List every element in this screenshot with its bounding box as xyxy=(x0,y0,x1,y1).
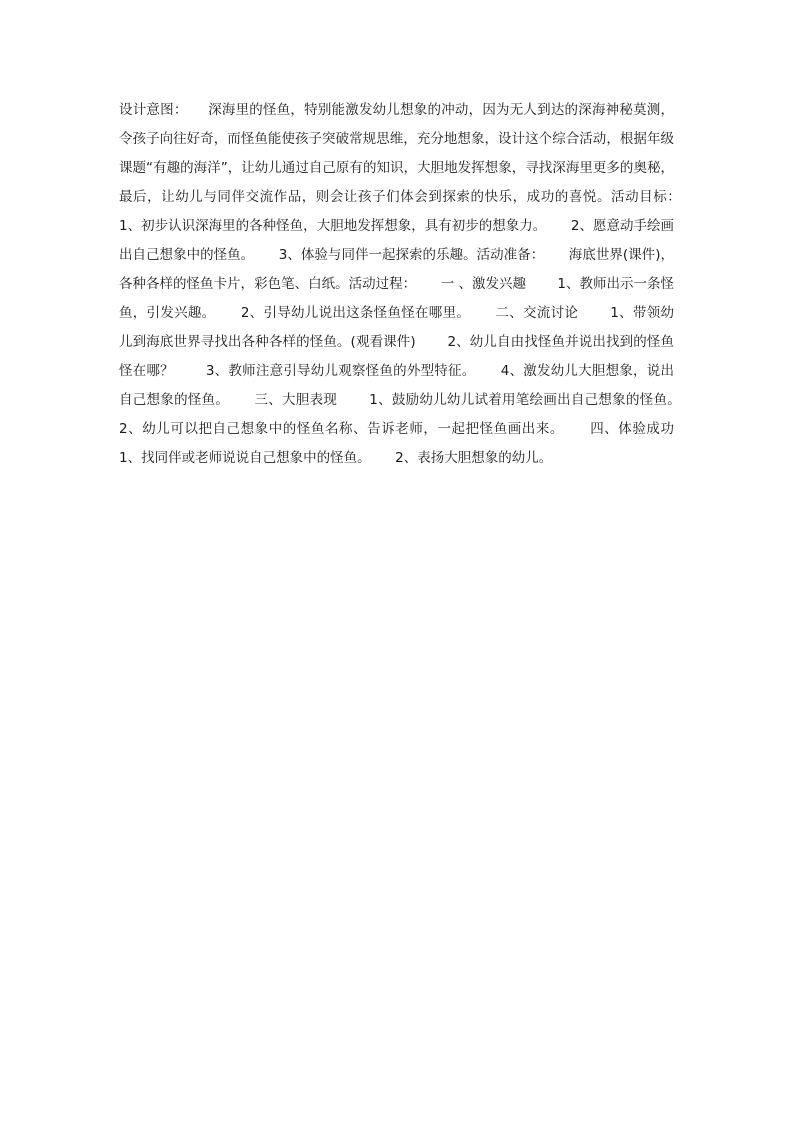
document-body-paragraph: 设计意图： 深海里的怪鱼，特别能激发幼儿想象的冲动，因为无人到达的深海神秘莫测，令孩子向往好奇，而怪鱼能使孩子突破常规思维，充分地想象，设计这个综合活动，根据年级课题“有趣的海洋”，让幼儿通过自己原有的知识，大胆地发挥想象，寻找深海里更多的奥秘，最后，让幼儿与同伴交流作品，则会让孩子们体会到探索的快乐，成功的喜悦。活动目标： 1、初步认识深海里的各种怪鱼，大胆地发挥想象，具有初步的想象力。 2、愿意动手绘画出自己想象中的怪鱼。 3、体验与同伴一起探索的乐趣。活动准备： 海底世界(课件)，各种各样的怪鱼卡片，彩色笔、白纸。活动过程： 一 、激发兴趣 1、教师出示一条怪鱼，引发兴趣。 2、引导幼儿说出这条怪鱼怪在哪里。 二、交流讨论 1、带领幼儿到海底世界寻找出各种各样的怪鱼。(观看课件) 2、幼儿自由找怪鱼并说出找到的怪鱼怪在哪？ 3、教师注意引导幼儿观察怪鱼的外型特征。 4、激发幼儿大胆想象，说出自己想象的怪鱼。 三、大胆表现 1、鼓励幼儿幼儿试着用笔绘画出自己想象的怪鱼。 2、幼儿可以把自己想象中的怪鱼名称、告诉老师，一起把怪鱼画出来。 四、体验成功 1、找同伴或老师说说自己想象中的怪鱼。 2、表扬大胆想象的幼儿。 xyxy=(119,102,706,466)
document-content xyxy=(119,96,706,473)
